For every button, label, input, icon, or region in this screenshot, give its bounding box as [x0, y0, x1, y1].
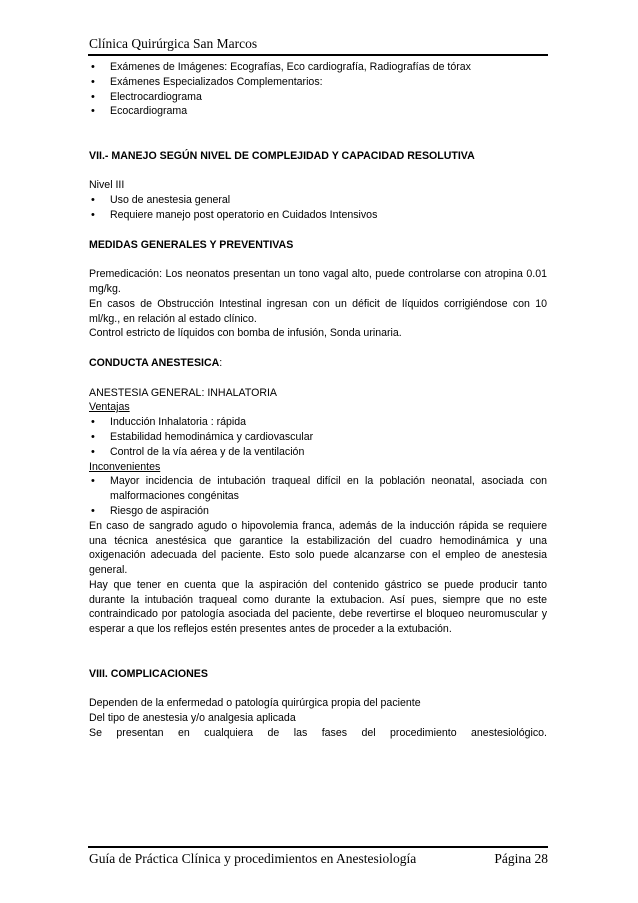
level-label: Nivel III [89, 179, 125, 192]
list-item: • Mayor incidencia de intubación traqueal difícil en la población neonatal, asociada con malformaciones congénitas [89, 474, 547, 504]
list-item: • Estabilidad hemodinámica y cardiovascular [89, 430, 547, 445]
measures-heading: MEDIDAS GENERALES Y PREVENTIVAS [89, 238, 294, 251]
list-item: • Electrocardiograma [89, 90, 547, 105]
list-item: • Inducción Inhalatoria : rápida [89, 415, 547, 430]
list-item: • Uso de anestesia general [89, 193, 547, 208]
aspiration-paragraph: Hay que tener en cuenta que la aspiración del contenido gástrico se puede producir tanto durante la intubación traqueal como durante la extubacion. Así pues, siempre que no este contraindicado por patología asociada del paciente, debe revertirse el bloqueo neuromuscular y esperar a que los reflejos estén presentes antes de proceder a la extubación. [89, 578, 547, 636]
advantages-list [89, 415, 547, 459]
complications-line-2: Del tipo de anestesia y/o analgesia aplicada [89, 712, 296, 725]
conduct-heading [89, 356, 547, 371]
list-item: • Exámenes Especializados Complementarios: [89, 75, 547, 90]
fluid-control-paragraph: Control estricto de líquidos con bomba de infusión, Sonda urinaria. [89, 327, 402, 340]
page-number: Página 28 [494, 851, 548, 866]
exams-list [89, 60, 547, 119]
advantages-label: Ventajas [89, 401, 130, 414]
anesthesia-type: ANESTESIA GENERAL: INHALATORIA [89, 386, 277, 399]
list-item: • Exámenes de Imágenes: Ecografías, Eco cardiografía, Radiografías de tórax [89, 60, 547, 75]
disadvantages-list [89, 474, 547, 518]
section-7-heading: VII.- MANEJO SEGÚN NIVEL DE COMPLEJIDAD Y CAPACIDAD RESOLUTIVA [89, 149, 475, 162]
list-item: • Ecocardiograma [89, 104, 547, 119]
complications-line-1: Dependen de la enfermedad o patología quirúrgica propia del paciente [89, 697, 421, 710]
list-item: • Control de la vía aérea y de la ventilación [89, 445, 547, 460]
conduct-heading-text: CONDUCTA ANESTESICA [89, 356, 220, 369]
page-content [89, 60, 547, 741]
complications-line-3: Se presentan en cualquiera de las fases del procedimiento anestesiológico. [89, 726, 547, 739]
footer-document-title: Guía de Práctica Clínica y procedimientos en Anestesiología [89, 851, 417, 866]
section-8-heading: VIII. COMPLICACIONES [89, 667, 208, 680]
footer-rule [88, 846, 548, 848]
disadvantages-label: Inconvenientes [89, 460, 161, 473]
header-rule [88, 54, 548, 56]
list-item: • Riesgo de aspiración [89, 504, 547, 519]
bleeding-paragraph: En caso de sangrado agudo o hipovolemia franca, además de la inducción rápida se requiere una técnica anestésica que garantice la estabilización del cuadro hemodinámica y una oxigenación adecuada del paciente. Esto solo puede alcanzarse con el empleo de anestesia general. [89, 519, 547, 577]
list-item: • Requiere manejo post operatorio en Cuidados Intensivos [89, 208, 547, 223]
obstruction-paragraph: En casos de Obstrucción Intestinal ingresan con un déficit de líquidos corrigiéndose con 10 ml/kg., en relación al estado clínico. [89, 297, 547, 325]
premedication-paragraph: Premedicación: Los neonatos presentan un tono vagal alto, puede controlarse con atropina 0.01 mg/kg. [89, 268, 547, 295]
conduct-heading-suffix: : [219, 356, 223, 369]
header-title: Clínica Quirúrgica San Marcos [89, 36, 258, 51]
level-list [89, 193, 547, 223]
